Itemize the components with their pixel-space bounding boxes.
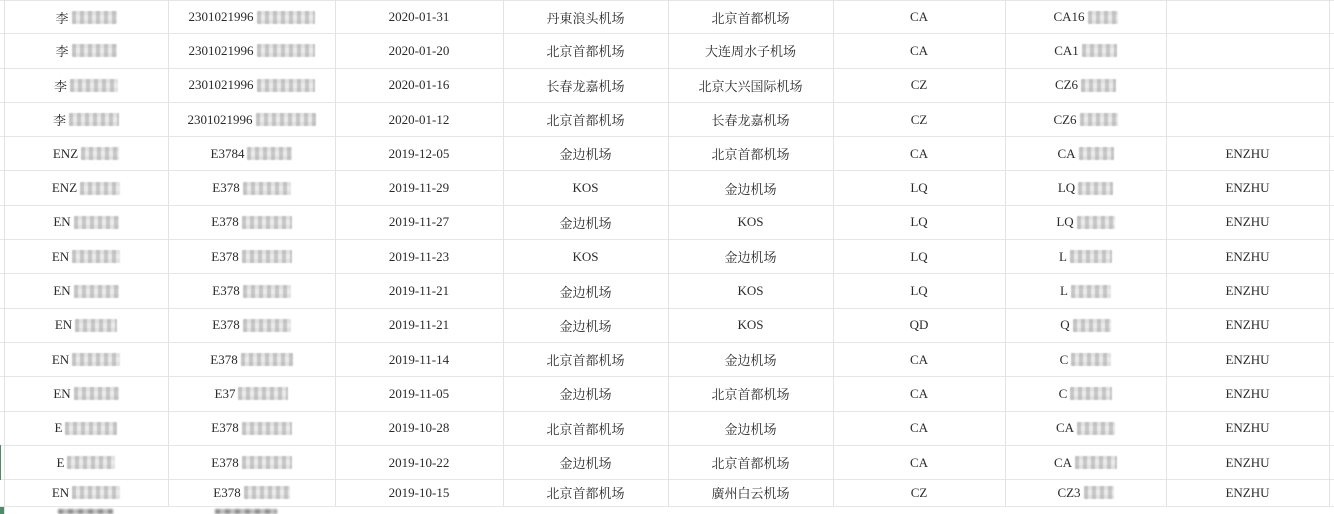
- cell-passenger-code[interactable]: [1166, 446, 1329, 479]
- cell-airline-code[interactable]: [833, 69, 1005, 102]
- id-number-text: 2301021996: [188, 42, 254, 58]
- cell-departure-airport[interactable]: [503, 240, 668, 273]
- redaction-blur: [238, 387, 288, 400]
- cell-flight-date[interactable]: [335, 480, 503, 505]
- airline-code-text: CA: [909, 9, 929, 25]
- cell-airline-code[interactable]: [833, 480, 1005, 505]
- cell-passenger-name[interactable]: [4, 137, 168, 170]
- departure-airport-text: 丹東浪头机场: [546, 10, 625, 26]
- cell-flight-number[interactable]: [1005, 240, 1166, 273]
- cell-departure-airport[interactable]: [503, 309, 668, 342]
- cell-flight-number[interactable]: [1005, 1, 1166, 33]
- cell-departure-airport[interactable]: [503, 69, 668, 102]
- cell-departure-airport[interactable]: [503, 34, 668, 67]
- airline-code-text: CA: [909, 42, 929, 58]
- cell-arrival-airport[interactable]: [668, 206, 833, 239]
- flight-date-text: 2020-01-12: [388, 111, 450, 127]
- flight-date-text: 2019-11-27: [388, 214, 450, 230]
- cell-id-number[interactable]: [168, 343, 335, 376]
- id-number-text: E378: [212, 180, 240, 196]
- flight-date-text: 2019-10-28: [388, 420, 450, 436]
- passenger-code-text: ENZHU: [1225, 385, 1270, 401]
- cell-departure-airport[interactable]: [503, 1, 668, 33]
- id-number-text: E378: [211, 454, 239, 470]
- redaction-blur: [72, 44, 117, 57]
- redaction-blur: [72, 11, 117, 24]
- cell-passenger-code[interactable]: [1166, 274, 1329, 307]
- table-row: [0, 446, 1334, 480]
- airline-code-text: CZ: [910, 77, 928, 93]
- cell-passenger-name[interactable]: [4, 1, 168, 33]
- departure-airport-text: 北京首都机场: [546, 421, 625, 437]
- cell-passenger-name[interactable]: [4, 377, 168, 410]
- airline-code-text: CA: [909, 420, 929, 436]
- id-number-text: E378: [211, 214, 239, 230]
- redaction-blur: [1070, 250, 1112, 263]
- flight-number-text: C: [1059, 351, 1069, 367]
- passenger-code-text: ENZHU: [1225, 420, 1270, 436]
- cell-arrival-airport[interactable]: [668, 1, 833, 33]
- redaction-blur: [242, 456, 292, 469]
- flight-number-text: C: [1058, 385, 1068, 401]
- passenger-name-text: 李: [52, 113, 66, 129]
- arrival-airport-text: 廣州白云机场: [711, 486, 790, 502]
- cell-flight-date[interactable]: [335, 309, 503, 342]
- cell-flight-date[interactable]: [335, 171, 503, 204]
- flight-number-text: LQ: [1057, 180, 1076, 196]
- redaction-blur: [242, 216, 292, 229]
- passenger-name-text: E: [56, 454, 65, 470]
- flight-date-text: 2019-10-22: [388, 454, 450, 470]
- cell-arrival-airport[interactable]: [668, 240, 833, 273]
- table-row: [0, 377, 1334, 411]
- passenger-code-text: ENZHU: [1225, 351, 1270, 367]
- redaction-blur: [257, 44, 315, 57]
- cell-departure-airport[interactable]: [503, 343, 668, 376]
- cell-departure-airport[interactable]: [503, 103, 668, 136]
- cell-airline-code[interactable]: [833, 34, 1005, 67]
- airline-code-text: CA: [909, 385, 929, 401]
- arrival-airport-text: 北京首都机场: [711, 10, 790, 26]
- cell-departure-airport[interactable]: [503, 412, 668, 445]
- cell-passenger-code[interactable]: [1166, 377, 1329, 410]
- flight-number-text: CZ3: [1057, 484, 1081, 500]
- departure-airport-text: KOS: [572, 248, 599, 264]
- cell-passenger-name[interactable]: [4, 69, 168, 102]
- redaction-blur: [74, 387, 119, 400]
- table-row: [0, 0, 1334, 34]
- cell-flight-number[interactable]: [1005, 309, 1166, 342]
- cell-passenger-name[interactable]: [4, 240, 168, 273]
- passenger-name-text: EN: [53, 283, 71, 299]
- cell-passenger-name[interactable]: [4, 412, 168, 445]
- passenger-name-text: EN: [51, 351, 70, 367]
- cell-flight-number[interactable]: [1005, 274, 1166, 307]
- arrival-airport-text: 大连周水子机场: [704, 44, 796, 60]
- cell-airline-code[interactable]: [833, 206, 1005, 239]
- cell-flight-date[interactable]: [335, 103, 503, 136]
- cell-arrival-airport[interactable]: [668, 309, 833, 342]
- arrival-airport-text: KOS: [737, 214, 764, 230]
- flight-date-text: 2020-01-16: [388, 77, 450, 93]
- departure-airport-text: 金边机场: [559, 215, 612, 231]
- redaction-blur: [243, 182, 291, 195]
- flight-date-text: 2019-11-29: [388, 180, 450, 196]
- redaction-blur: [1084, 486, 1114, 499]
- cell-passenger-name[interactable]: [4, 206, 168, 239]
- cell-id-number[interactable]: [168, 377, 335, 410]
- cell-flight-date[interactable]: [335, 1, 503, 33]
- passenger-code-text: ENZHU: [1225, 317, 1270, 333]
- table-row: [0, 274, 1334, 308]
- table-row: [0, 103, 1334, 137]
- cell-flight-number[interactable]: [1005, 343, 1166, 376]
- cell-passenger-name[interactable]: [4, 274, 168, 307]
- cell-departure-airport[interactable]: [503, 171, 668, 204]
- cell-id-number[interactable]: [168, 480, 335, 505]
- cell-passenger-name[interactable]: [4, 446, 168, 479]
- cell-passenger-code[interactable]: [1166, 34, 1329, 67]
- table-row: [0, 206, 1334, 240]
- passenger-code-text: ENZHU: [1225, 248, 1270, 264]
- passenger-name-text: ENZ: [51, 180, 78, 196]
- flight-number-text: CZ6: [1053, 111, 1077, 127]
- redaction-blur: [72, 353, 120, 366]
- redaction-blur: [241, 353, 293, 366]
- cell-airline-code[interactable]: [833, 103, 1005, 136]
- cell-departure-airport[interactable]: [503, 446, 668, 479]
- redaction-blur: [72, 486, 120, 499]
- cell-arrival-airport[interactable]: [668, 446, 833, 479]
- arrival-airport-text: 金边机场: [724, 181, 777, 197]
- cell-airline-code[interactable]: [833, 1, 1005, 33]
- cell-flight-number[interactable]: [1005, 446, 1166, 479]
- cell-arrival-airport[interactable]: [668, 137, 833, 170]
- passenger-code-text: ENZHU: [1225, 283, 1270, 299]
- passenger-name-text: EN: [54, 317, 73, 333]
- cell-airline-code[interactable]: [833, 412, 1005, 445]
- cell-id-number[interactable]: [168, 1, 335, 33]
- redaction-blur: [74, 216, 119, 229]
- cell-flight-number[interactable]: [1005, 377, 1166, 410]
- cell-passenger-code[interactable]: [1166, 240, 1329, 273]
- passenger-name-text: E: [54, 420, 63, 436]
- airline-code-text: LQ: [910, 214, 928, 230]
- cell-passenger-code[interactable]: [1166, 309, 1329, 342]
- redaction-blur: [65, 422, 117, 435]
- cell-airline-code[interactable]: [833, 343, 1005, 376]
- cell-departure-airport[interactable]: [503, 206, 668, 239]
- table-row: [0, 480, 1334, 506]
- arrival-airport-text: KOS: [737, 317, 764, 333]
- cell-passenger-code[interactable]: [1166, 343, 1329, 376]
- arrival-airport-text: 金边机场: [724, 421, 777, 437]
- redaction-blur: [1077, 216, 1115, 229]
- flight-number-text: LQ: [1056, 214, 1074, 230]
- id-number-text: E378: [213, 484, 241, 500]
- redaction-blur: [1073, 319, 1111, 332]
- table-row: [0, 69, 1334, 103]
- arrival-airport-text: 北京首都机场: [711, 387, 790, 403]
- airline-code-text: CA: [909, 454, 929, 470]
- redaction-blur: [1079, 147, 1114, 160]
- cell-passenger-name[interactable]: [4, 480, 168, 505]
- passenger-name-text: 李: [53, 78, 67, 94]
- airline-code-text: LQ: [910, 283, 928, 299]
- departure-airport-text: 金边机场: [559, 318, 612, 334]
- cell-passenger-name[interactable]: [4, 34, 168, 67]
- passenger-name-text: EN: [51, 248, 70, 264]
- cell-flight-number[interactable]: [1005, 137, 1166, 170]
- departure-airport-text: 北京首都机场: [546, 353, 625, 369]
- redaction-blur: [1088, 11, 1118, 24]
- passenger-name-text: 李: [55, 10, 69, 26]
- table-row: [0, 309, 1334, 343]
- flight-number-text: CA: [1053, 454, 1073, 470]
- id-number-text: E378: [212, 283, 240, 299]
- redaction-blur: [243, 319, 291, 332]
- cell-arrival-airport[interactable]: [668, 412, 833, 445]
- cell-arrival-airport[interactable]: [668, 480, 833, 505]
- table-row: [0, 34, 1334, 68]
- flight-date-text: 2019-11-14: [388, 351, 450, 367]
- arrival-airport-text: 北京首都机场: [711, 456, 790, 471]
- cell-airline-code[interactable]: [833, 240, 1005, 273]
- passenger-name-text: EN: [51, 484, 70, 500]
- flight-date-text: 2019-11-23: [388, 248, 450, 264]
- redaction-blur: [81, 147, 119, 160]
- flight-number-text: CA1: [1054, 42, 1079, 58]
- passenger-name-text: 李: [55, 44, 69, 60]
- cell-id-number[interactable]: [168, 274, 335, 307]
- cell-passenger-code[interactable]: [1166, 206, 1329, 239]
- id-number-text: E37: [214, 385, 236, 401]
- cell-arrival-airport[interactable]: [668, 343, 833, 376]
- passenger-name-text: EN: [53, 214, 71, 230]
- cell-flight-date[interactable]: [335, 69, 503, 102]
- departure-airport-text: 北京首都机场: [546, 113, 625, 129]
- passenger-code-text: ENZHU: [1225, 454, 1270, 470]
- cell-departure-airport[interactable]: [503, 274, 668, 307]
- cutoff-row: [0, 507, 1334, 514]
- redaction-blur: [242, 250, 292, 263]
- redaction-blur: [80, 182, 120, 195]
- redaction-blur: [1075, 456, 1117, 469]
- cell-arrival-airport[interactable]: [668, 377, 833, 410]
- redaction-blur: [215, 509, 277, 514]
- cell-airline-code[interactable]: [833, 171, 1005, 204]
- id-number-text: 2301021996: [188, 77, 254, 93]
- departure-airport-text: KOS: [572, 180, 599, 196]
- cell-flight-date[interactable]: [335, 446, 503, 479]
- table-row: [0, 171, 1334, 205]
- id-number-text: 2301021996: [188, 9, 254, 25]
- cell-id-number[interactable]: [168, 446, 335, 479]
- cell-id-number[interactable]: [168, 206, 335, 239]
- cell-flight-number[interactable]: [1005, 206, 1166, 239]
- redaction-blur: [69, 113, 119, 126]
- cell-arrival-airport[interactable]: [668, 103, 833, 136]
- airline-code-text: CZ: [910, 111, 928, 127]
- departure-airport-text: 金边机场: [559, 456, 612, 471]
- cell-airline-code[interactable]: [833, 446, 1005, 479]
- arrival-airport-text: KOS: [737, 283, 764, 299]
- flight-number-text: CA: [1057, 145, 1076, 161]
- table-row: [0, 240, 1334, 274]
- passenger-code-text: ENZHU: [1225, 180, 1270, 196]
- redaction-blur: [244, 486, 290, 499]
- departure-airport-text: 金边机场: [559, 147, 612, 163]
- passenger-code-text: ENZHU: [1225, 145, 1270, 161]
- id-number-text: E378: [212, 317, 240, 333]
- arrival-airport-text: 北京大兴国际机场: [698, 78, 803, 94]
- passenger-code-text: ENZHU: [1225, 214, 1270, 230]
- cell-passenger-code[interactable]: [1166, 171, 1329, 204]
- redaction-blur: [70, 79, 118, 92]
- cell-departure-airport[interactable]: [503, 137, 668, 170]
- cell-departure-airport[interactable]: [503, 377, 668, 410]
- id-number-text: E3784: [210, 145, 245, 161]
- departure-airport-text: 北京首都机场: [546, 486, 625, 502]
- cell-passenger-code[interactable]: [1166, 480, 1329, 505]
- id-number-text: E378: [210, 351, 238, 367]
- cell-airline-code[interactable]: [833, 309, 1005, 342]
- redaction-blur: [67, 456, 115, 469]
- cell-arrival-airport[interactable]: [668, 34, 833, 67]
- flight-number-text: Q: [1060, 317, 1070, 333]
- cell-flight-date[interactable]: [335, 206, 503, 239]
- cell-flight-number[interactable]: [1005, 412, 1166, 445]
- departure-airport-text: 长春龙嘉机场: [546, 78, 625, 94]
- redaction-blur: [74, 285, 119, 298]
- cell-flight-date[interactable]: [335, 274, 503, 307]
- cell-passenger-name[interactable]: [4, 343, 168, 376]
- table-row: [0, 412, 1334, 446]
- redaction-blur: [1082, 44, 1117, 57]
- table-row: [0, 343, 1334, 377]
- redaction-blur: [247, 147, 292, 160]
- redaction-blur: [72, 250, 120, 263]
- passenger-name-text: ENZ: [52, 145, 79, 161]
- redaction-blur: [256, 113, 316, 126]
- arrival-airport-text: 长春龙嘉机场: [711, 113, 790, 129]
- cell-passenger-code[interactable]: [1166, 69, 1329, 102]
- cell-id-number[interactable]: [168, 69, 335, 102]
- cell-id-number[interactable]: [168, 309, 335, 342]
- cell-flight-number[interactable]: [1005, 480, 1166, 505]
- flight-date-text: 2019-11-21: [388, 283, 450, 299]
- cell-id-number[interactable]: [168, 171, 335, 204]
- departure-airport-text: 金边机场: [559, 284, 612, 300]
- arrival-airport-text: 金边机场: [724, 250, 777, 266]
- flight-date-text: 2019-11-05: [388, 385, 450, 401]
- cell-flight-date[interactable]: [335, 412, 503, 445]
- redaction-blur: [1080, 113, 1118, 126]
- table-row: [0, 137, 1334, 171]
- passenger-code-text: ENZHU: [1225, 484, 1270, 500]
- cell-airline-code[interactable]: [833, 377, 1005, 410]
- flight-number-text: CA16: [1053, 9, 1085, 25]
- cell-arrival-airport[interactable]: [668, 274, 833, 307]
- cell-flight-number[interactable]: [1005, 34, 1166, 67]
- airline-code-text: CZ: [910, 484, 928, 500]
- cell-passenger-code[interactable]: [1166, 1, 1329, 33]
- flight-date-text: 2019-12-05: [388, 145, 450, 161]
- cell-arrival-airport[interactable]: [668, 69, 833, 102]
- redaction-blur: [257, 79, 315, 92]
- id-number-text: E378: [211, 248, 239, 264]
- arrival-airport-text: 金边机场: [724, 353, 777, 369]
- departure-airport-text: 北京首都机场: [546, 44, 625, 60]
- redaction-blur: [1071, 285, 1111, 298]
- cell-id-number[interactable]: [168, 412, 335, 445]
- flight-number-text: L: [1060, 283, 1068, 299]
- redaction-blur: [1071, 353, 1111, 366]
- cell-flight-number[interactable]: [1005, 171, 1166, 204]
- airline-code-text: LQ: [910, 180, 928, 196]
- cell-flight-date[interactable]: [335, 343, 503, 376]
- cell-id-number[interactable]: [168, 137, 335, 170]
- cell-passenger-code[interactable]: [1166, 103, 1329, 136]
- cell-passenger-name[interactable]: [4, 103, 168, 136]
- cell-airline-code[interactable]: [833, 274, 1005, 307]
- cell-flight-date[interactable]: [335, 137, 503, 170]
- flight-date-text: 2020-01-20: [388, 42, 450, 58]
- redaction-blur: [257, 11, 315, 24]
- id-number-text: 2301021996: [187, 111, 253, 127]
- airline-code-text: CA: [909, 145, 929, 161]
- airline-code-text: LQ: [910, 248, 928, 264]
- airline-code-text: CA: [909, 351, 929, 367]
- cell-id-number[interactable]: [168, 34, 335, 67]
- cell-passenger-code[interactable]: [1166, 137, 1329, 170]
- id-number-text: E378: [211, 420, 239, 436]
- redaction-blur: [75, 319, 117, 332]
- flight-number-text: CZ6: [1054, 77, 1079, 93]
- redaction-blur: [58, 509, 113, 514]
- cell-flight-number[interactable]: [1005, 69, 1166, 102]
- redaction-blur: [242, 422, 292, 435]
- cell-airline-code[interactable]: [833, 137, 1005, 170]
- passenger-name-text: EN: [53, 385, 71, 401]
- cell-passenger-code[interactable]: [1166, 412, 1329, 445]
- cell-flight-number[interactable]: [1005, 103, 1166, 136]
- cell-flight-date[interactable]: [335, 377, 503, 410]
- flight-date-text: 2019-10-15: [388, 484, 450, 500]
- departure-airport-text: 金边机场: [559, 387, 612, 403]
- cell-flight-date[interactable]: [335, 240, 503, 273]
- flight-date-text: 2019-11-21: [388, 317, 450, 333]
- cell-arrival-airport[interactable]: [668, 171, 833, 204]
- arrival-airport-text: 北京首都机场: [711, 147, 790, 163]
- cell-id-number[interactable]: [168, 240, 335, 273]
- airline-code-text: QD: [909, 317, 929, 333]
- cell-id-number[interactable]: [168, 103, 335, 136]
- redaction-blur: [243, 285, 291, 298]
- flight-date-text: 2020-01-31: [388, 9, 450, 25]
- redaction-blur: [1070, 387, 1112, 400]
- flight-number-text: L: [1059, 248, 1067, 264]
- cell-departure-airport[interactable]: [503, 480, 668, 505]
- cell-passenger-name[interactable]: [4, 171, 168, 204]
- cell-passenger-name[interactable]: [4, 309, 168, 342]
- redaction-blur: [1081, 79, 1116, 92]
- cell-flight-date[interactable]: [335, 34, 503, 67]
- redaction-blur: [1078, 182, 1113, 195]
- flight-number-text: CA: [1055, 420, 1075, 436]
- redaction-blur: [1077, 422, 1115, 435]
